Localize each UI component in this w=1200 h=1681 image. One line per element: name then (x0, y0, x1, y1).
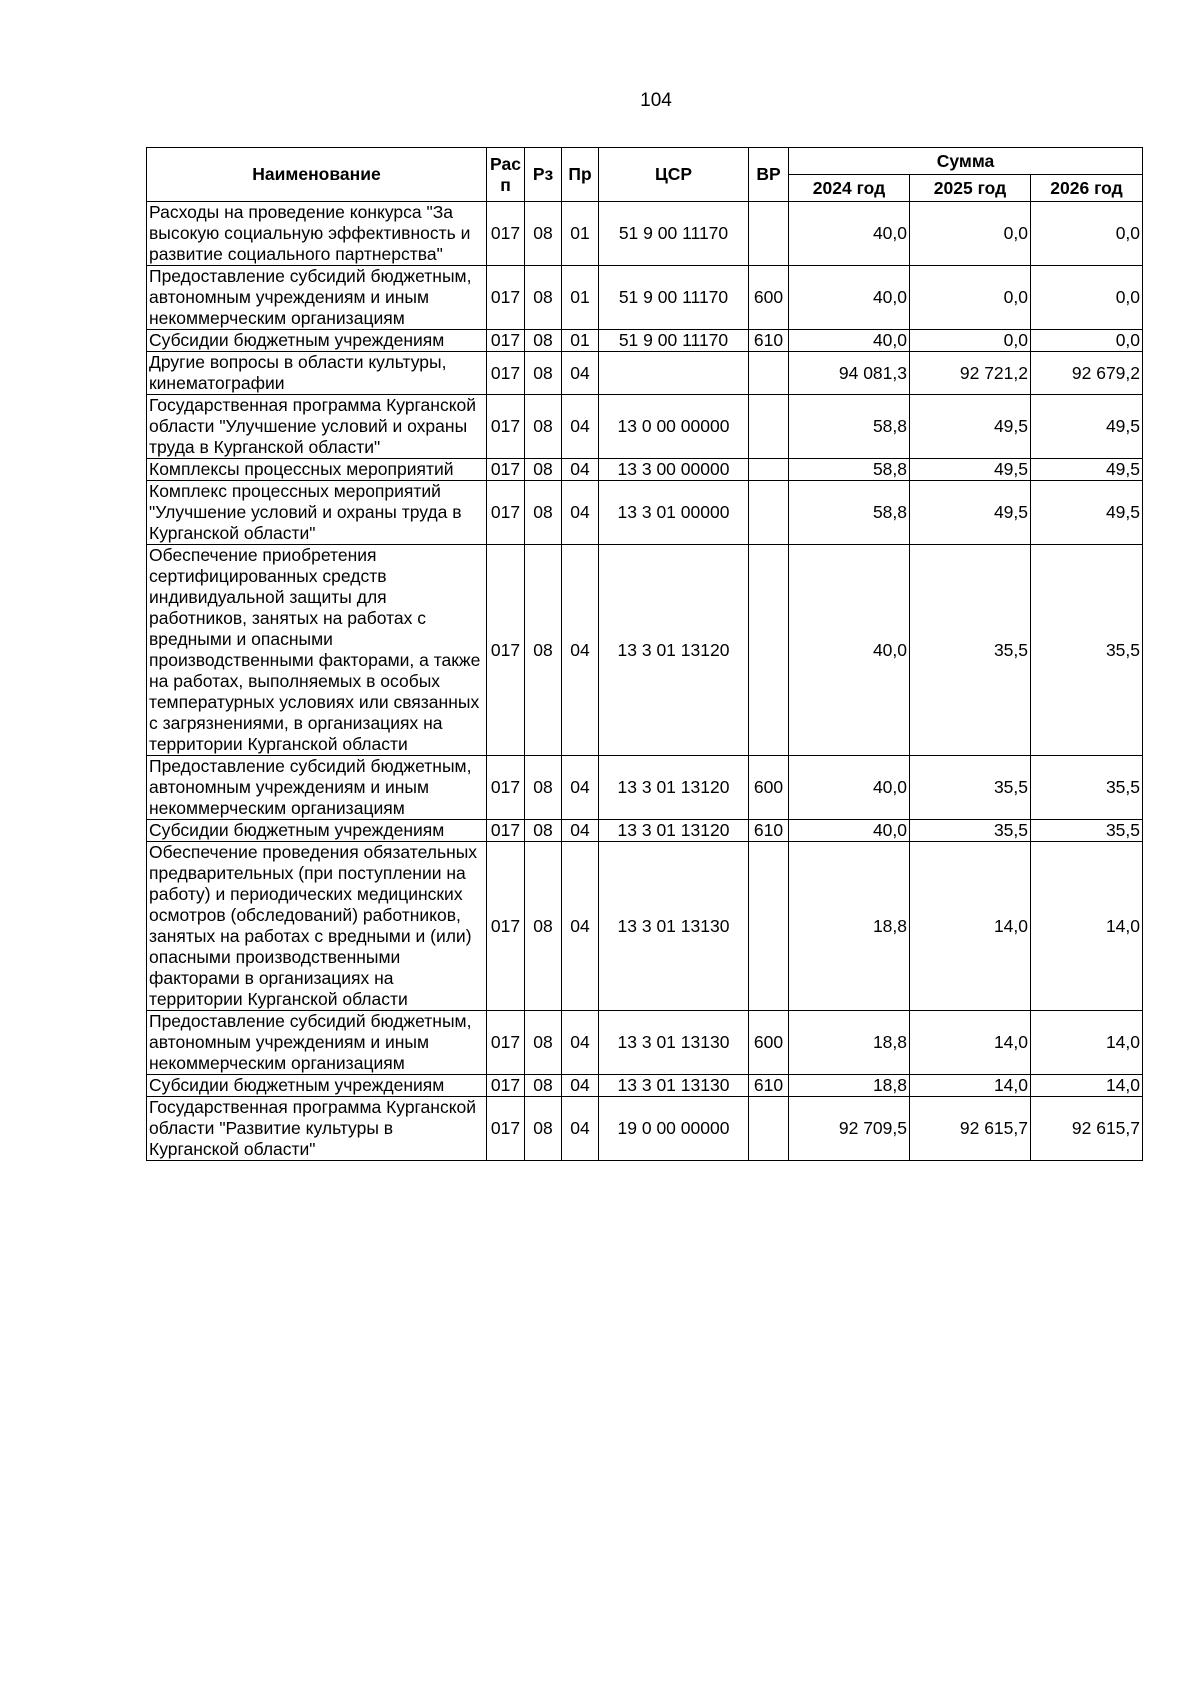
header-sum: Сумма (789, 148, 1143, 175)
header-rz: Рз (525, 148, 562, 202)
cell-csr: 19 0 00 00000 (599, 1097, 749, 1161)
header-year-2025: 2025 год (910, 175, 1031, 202)
cell-name: Предоставление субсидий бюджетным, автономным учреждениям и иным некоммерческим организациям (147, 1011, 487, 1075)
cell-name: Субсидии бюджетным учреждениям (147, 1075, 487, 1097)
cell-vr: 600 (749, 266, 789, 330)
cell-rasp: 017 (487, 1075, 525, 1097)
cell-pr: 04 (562, 352, 599, 395)
cell-name: Субсидии бюджетным учреждениям (147, 820, 487, 842)
cell-name: Обеспечение проведения обязательных предварительных (при поступлении на работу) и периодических медицинских осмотров (обследований) работников, занятых на работах с вредными и (или) опасными производственными факторами в организациях на территории Курганской области (147, 842, 487, 1011)
table-row (147, 330, 1143, 352)
cell-rz: 08 (525, 820, 562, 842)
table-row (147, 545, 1143, 756)
cell-2025: 35,5 (910, 545, 1031, 756)
cell-2024: 40,0 (789, 756, 910, 820)
cell-name: Субсидии бюджетным учреждениям (147, 330, 487, 352)
cell-rz: 08 (525, 459, 562, 481)
cell-2025: 0,0 (910, 202, 1031, 266)
cell-pr: 01 (562, 330, 599, 352)
header-vr: ВР (749, 148, 789, 202)
cell-2025: 49,5 (910, 481, 1031, 545)
table-row (147, 266, 1143, 330)
cell-2024: 92 709,5 (789, 1097, 910, 1161)
table-row (147, 395, 1143, 459)
cell-pr: 04 (562, 1097, 599, 1161)
cell-pr: 04 (562, 395, 599, 459)
cell-2026: 0,0 (1031, 330, 1143, 352)
cell-2025: 92 721,2 (910, 352, 1031, 395)
cell-2025: 0,0 (910, 266, 1031, 330)
cell-csr: 13 3 01 00000 (599, 481, 749, 545)
cell-pr: 04 (562, 1011, 599, 1075)
table-body (147, 202, 1143, 1161)
cell-2026: 49,5 (1031, 459, 1143, 481)
cell-vr (749, 202, 789, 266)
cell-2025: 35,5 (910, 756, 1031, 820)
table-row (147, 1011, 1143, 1075)
cell-csr: 13 0 00 00000 (599, 395, 749, 459)
cell-2024: 18,8 (789, 842, 910, 1011)
cell-csr: 13 3 01 13120 (599, 756, 749, 820)
cell-pr: 04 (562, 820, 599, 842)
cell-csr: 51 9 00 11170 (599, 266, 749, 330)
cell-rasp: 017 (487, 266, 525, 330)
cell-csr: 13 3 01 13120 (599, 820, 749, 842)
table-row (147, 459, 1143, 481)
cell-2026: 0,0 (1031, 266, 1143, 330)
cell-rz: 08 (525, 842, 562, 1011)
cell-2026: 49,5 (1031, 481, 1143, 545)
cell-name: Комплексы процессных мероприятий (147, 459, 487, 481)
cell-vr: 600 (749, 1011, 789, 1075)
cell-2024: 40,0 (789, 330, 910, 352)
cell-2025: 49,5 (910, 459, 1031, 481)
cell-rasp: 017 (487, 330, 525, 352)
cell-name: Предоставление субсидий бюджетным, автономным учреждениям и иным некоммерческим организациям (147, 266, 487, 330)
cell-2024: 40,0 (789, 202, 910, 266)
cell-rasp: 017 (487, 352, 525, 395)
cell-2026: 92 679,2 (1031, 352, 1143, 395)
table-row (147, 481, 1143, 545)
budget-table (146, 147, 1143, 1161)
cell-rasp: 017 (487, 545, 525, 756)
cell-vr: 610 (749, 1075, 789, 1097)
cell-rz: 08 (525, 756, 562, 820)
cell-2025: 0,0 (910, 330, 1031, 352)
header-pr: Пр (562, 148, 599, 202)
cell-2026: 14,0 (1031, 1075, 1143, 1097)
cell-2026: 35,5 (1031, 820, 1143, 842)
cell-rasp: 017 (487, 481, 525, 545)
cell-rasp: 017 (487, 1097, 525, 1161)
table-row (147, 352, 1143, 395)
cell-csr: 13 3 00 00000 (599, 459, 749, 481)
cell-rz: 08 (525, 545, 562, 756)
header-year-2024: 2024 год (789, 175, 910, 202)
cell-rz: 08 (525, 1011, 562, 1075)
cell-2025: 49,5 (910, 395, 1031, 459)
cell-2025: 92 615,7 (910, 1097, 1031, 1161)
cell-rz: 08 (525, 266, 562, 330)
cell-2024: 18,8 (789, 1011, 910, 1075)
cell-rz: 08 (525, 481, 562, 545)
header-csr: ЦСР (599, 148, 749, 202)
cell-2025: 14,0 (910, 842, 1031, 1011)
cell-rz: 08 (525, 395, 562, 459)
cell-vr (749, 1097, 789, 1161)
table-row (147, 202, 1143, 266)
cell-csr: 13 3 01 13120 (599, 545, 749, 756)
cell-csr: 13 3 01 13130 (599, 1011, 749, 1075)
header-name: Наименование (147, 148, 487, 202)
cell-csr: 51 9 00 11170 (599, 202, 749, 266)
cell-pr: 04 (562, 842, 599, 1011)
cell-vr (749, 481, 789, 545)
table-row (147, 842, 1143, 1011)
cell-rz: 08 (525, 352, 562, 395)
cell-2026: 14,0 (1031, 842, 1143, 1011)
cell-vr (749, 545, 789, 756)
cell-pr: 04 (562, 756, 599, 820)
table-row (147, 756, 1143, 820)
cell-pr: 04 (562, 459, 599, 481)
table-row (147, 1097, 1143, 1161)
cell-rz: 08 (525, 202, 562, 266)
cell-vr: 600 (749, 756, 789, 820)
cell-rasp: 017 (487, 459, 525, 481)
page-number: 104 (640, 90, 672, 111)
cell-rz: 08 (525, 1097, 562, 1161)
cell-2025: 14,0 (910, 1011, 1031, 1075)
cell-2026: 35,5 (1031, 545, 1143, 756)
cell-vr (749, 842, 789, 1011)
cell-name: Обеспечение приобретения сертифицированных средств индивидуальной защиты для работников, занятых на работах с вредными и опасными производственными факторами, а также на работах, выполняемых в особых температурных условиях или связанных с загрязнениями, в организациях на территории Курганской области (147, 545, 487, 756)
cell-vr (749, 395, 789, 459)
table-row (147, 1075, 1143, 1097)
table-row (147, 820, 1143, 842)
cell-2024: 58,8 (789, 395, 910, 459)
cell-pr: 01 (562, 266, 599, 330)
cell-rasp: 017 (487, 820, 525, 842)
cell-pr: 01 (562, 202, 599, 266)
header-rasp: Рас п (487, 148, 525, 202)
cell-name: Государственная программа Курганской области "Развитие культуры в Курганской области" (147, 1097, 487, 1161)
cell-pr: 04 (562, 545, 599, 756)
cell-2024: 40,0 (789, 820, 910, 842)
cell-rz: 08 (525, 1075, 562, 1097)
cell-rasp: 017 (487, 395, 525, 459)
cell-2024: 40,0 (789, 545, 910, 756)
cell-2026: 49,5 (1031, 395, 1143, 459)
cell-csr: 13 3 01 13130 (599, 1075, 749, 1097)
cell-rasp: 017 (487, 1011, 525, 1075)
cell-2026: 14,0 (1031, 1011, 1143, 1075)
cell-2024: 58,8 (789, 481, 910, 545)
cell-rasp: 017 (487, 842, 525, 1011)
cell-name: Предоставление субсидий бюджетным, автономным учреждениям и иным некоммерческим организациям (147, 756, 487, 820)
cell-2025: 14,0 (910, 1075, 1031, 1097)
cell-vr: 610 (749, 820, 789, 842)
cell-csr (599, 352, 749, 395)
header-year-2026: 2026 год (1031, 175, 1143, 202)
cell-vr (749, 352, 789, 395)
cell-rasp: 017 (487, 756, 525, 820)
cell-name: Другие вопросы в области культуры, кинематографии (147, 352, 487, 395)
cell-name: Государственная программа Курганской области "Улучшение условий и охраны труда в Курганской области" (147, 395, 487, 459)
cell-vr (749, 459, 789, 481)
cell-2026: 0,0 (1031, 202, 1143, 266)
cell-2025: 35,5 (910, 820, 1031, 842)
cell-pr: 04 (562, 1075, 599, 1097)
cell-2026: 35,5 (1031, 756, 1143, 820)
cell-pr: 04 (562, 481, 599, 545)
cell-vr: 610 (749, 330, 789, 352)
cell-rz: 08 (525, 330, 562, 352)
cell-2024: 18,8 (789, 1075, 910, 1097)
cell-2026: 92 615,7 (1031, 1097, 1143, 1161)
cell-2024: 58,8 (789, 459, 910, 481)
cell-name: Комплекс процессных мероприятий "Улучшение условий и охраны труда в Курганской области" (147, 481, 487, 545)
cell-name: Расходы на проведение конкурса "За высокую социальную эффективность и развитие социального партнерства" (147, 202, 487, 266)
cell-csr: 13 3 01 13130 (599, 842, 749, 1011)
cell-rasp: 017 (487, 202, 525, 266)
cell-2024: 94 081,3 (789, 352, 910, 395)
cell-2024: 40,0 (789, 266, 910, 330)
cell-csr: 51 9 00 11170 (599, 330, 749, 352)
